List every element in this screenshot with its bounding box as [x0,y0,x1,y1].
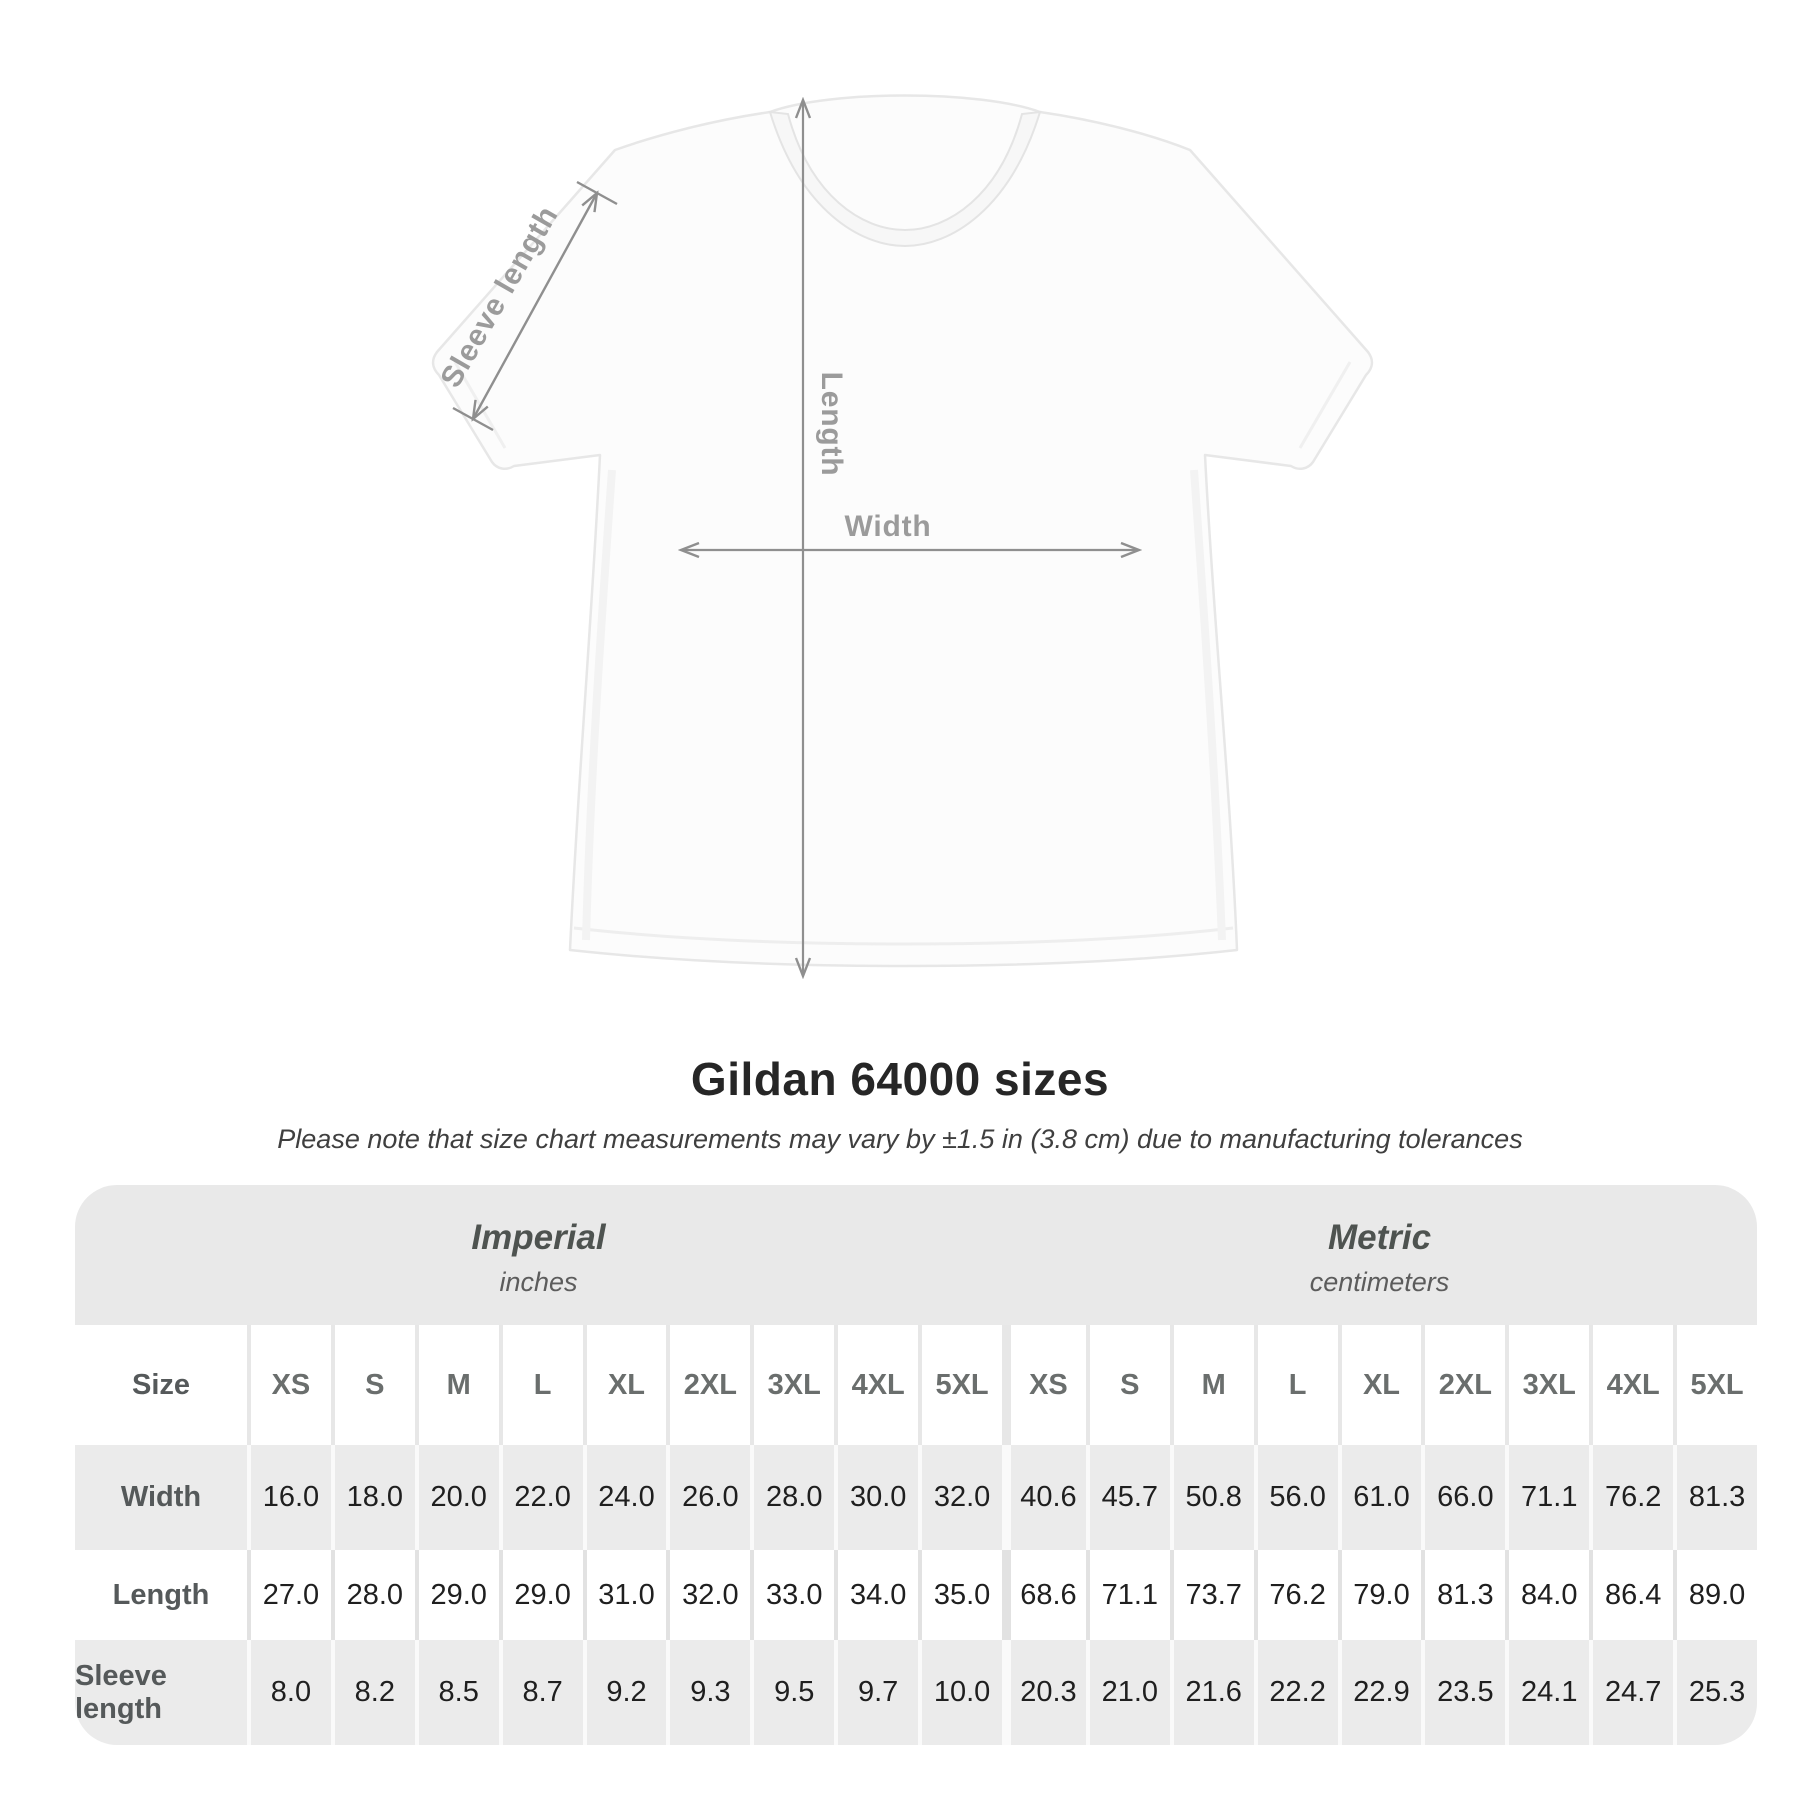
value-imperial: 8.5 [415,1640,499,1745]
size-header-metric-5xl: 5XL [1673,1325,1757,1445]
value-metric: 71.1 [1086,1550,1170,1640]
value-metric: 81.3 [1421,1550,1505,1640]
value-imperial: 27.0 [247,1550,331,1640]
value-metric: 71.1 [1505,1445,1589,1550]
tolerance-note: Please note that size chart measurements may vary by ±1.5 in (3.8 cm) due to manufacturing tolerances [277,1124,1523,1154]
size-table [75,1185,1757,1745]
value-imperial: 34.0 [834,1550,918,1640]
imperial-unit-label: inches [499,1267,578,1297]
imperial-header [75,1185,1002,1325]
metric-system-label: Metric [1327,1218,1432,1257]
value-metric: 22.9 [1338,1640,1422,1745]
size-header-metric-xl: XL [1338,1325,1422,1445]
value-imperial: 24.0 [583,1445,667,1550]
size-header-imperial-xl: XL [583,1325,667,1445]
value-imperial: 9.7 [834,1640,918,1745]
value-metric: 24.1 [1505,1640,1589,1745]
value-metric: 68.6 [1002,1550,1086,1640]
size-header-metric-2xl: 2XL [1421,1325,1505,1445]
size-header-imperial-l: L [499,1325,583,1445]
value-imperial: 28.0 [331,1550,415,1640]
page-title: Gildan 64000 sizes [690,1053,1110,1105]
value-metric: 45.7 [1086,1445,1170,1550]
value-metric: 66.0 [1421,1445,1505,1550]
size-header-metric-s: S [1086,1325,1170,1445]
size-header-metric-4xl: 4XL [1589,1325,1673,1445]
size-header-imperial-2xl: 2XL [666,1325,750,1445]
table-row-length [75,1550,1757,1640]
size-header-imperial-m: M [415,1325,499,1445]
value-imperial: 16.0 [247,1445,331,1550]
size-header-imperial-5xl: 5XL [918,1325,1002,1445]
size-header-imperial-4xl: 4XL [834,1325,918,1445]
value-imperial: 18.0 [331,1445,415,1550]
size-header-metric-xs: XS [1002,1325,1086,1445]
size-table-grid [75,1325,1757,1745]
row-label: Length [112,1578,210,1611]
value-imperial: 33.0 [750,1550,834,1640]
unit-header-band [75,1185,1757,1325]
size-header-imperial-xs: XS [247,1325,331,1445]
value-metric: 73.7 [1170,1550,1254,1640]
size-header-metric-l: L [1254,1325,1338,1445]
value-imperial: 9.3 [666,1640,750,1745]
value-imperial: 26.0 [666,1445,750,1550]
metric-header [1002,1185,1757,1325]
imperial-system-label: Imperial [471,1218,606,1257]
value-imperial: 20.0 [415,1445,499,1550]
size-header-metric-3xl: 3XL [1505,1325,1589,1445]
value-imperial: 8.2 [331,1640,415,1745]
row-label: Width [120,1481,202,1513]
width-dim-label: Width [844,510,932,543]
value-imperial: 9.5 [750,1640,834,1745]
value-imperial: 29.0 [499,1550,583,1640]
size-header-metric-m: M [1170,1325,1254,1445]
size-header-row [75,1325,1757,1445]
value-imperial: 10.0 [918,1640,1002,1745]
table-row-width [75,1445,1757,1550]
value-metric: 40.6 [1002,1445,1086,1550]
value-metric: 24.7 [1589,1640,1673,1745]
value-metric: 21.0 [1086,1640,1170,1745]
value-metric: 61.0 [1338,1445,1422,1550]
value-metric: 76.2 [1589,1445,1673,1550]
value-metric: 76.2 [1254,1550,1338,1640]
value-metric: 79.0 [1338,1550,1422,1640]
value-imperial: 32.0 [918,1445,1002,1550]
value-imperial: 32.0 [666,1550,750,1640]
value-imperial: 9.2 [583,1640,667,1745]
value-metric: 89.0 [1673,1550,1757,1640]
value-metric: 81.3 [1673,1445,1757,1550]
value-metric: 50.8 [1170,1445,1254,1550]
value-metric: 23.5 [1421,1640,1505,1745]
value-imperial: 29.0 [415,1550,499,1640]
value-metric: 22.2 [1254,1640,1338,1745]
size-header-imperial-s: S [331,1325,415,1445]
value-metric: 56.0 [1254,1445,1338,1550]
value-metric: 84.0 [1505,1550,1589,1640]
value-metric: 20.3 [1002,1640,1086,1745]
table-row-sleeve-length [75,1640,1757,1745]
value-imperial: 8.0 [247,1640,331,1745]
value-metric: 21.6 [1170,1640,1254,1745]
row-label: Sleeve length [75,1659,167,1725]
value-imperial: 31.0 [583,1550,667,1640]
size-corner-label: Size [131,1368,191,1401]
value-imperial: 30.0 [834,1445,918,1550]
value-imperial: 35.0 [918,1550,1002,1640]
value-metric: 86.4 [1589,1550,1673,1640]
sleeve-length-dim-label: Sleeve length [434,200,565,394]
metric-unit-label: centimeters [1309,1267,1450,1297]
size-header-imperial-3xl: 3XL [750,1325,834,1445]
value-imperial: 28.0 [750,1445,834,1550]
value-imperial: 8.7 [499,1640,583,1745]
length-dim-label: Length [815,371,848,477]
value-imperial: 22.0 [499,1445,583,1550]
value-metric: 25.3 [1673,1640,1757,1745]
